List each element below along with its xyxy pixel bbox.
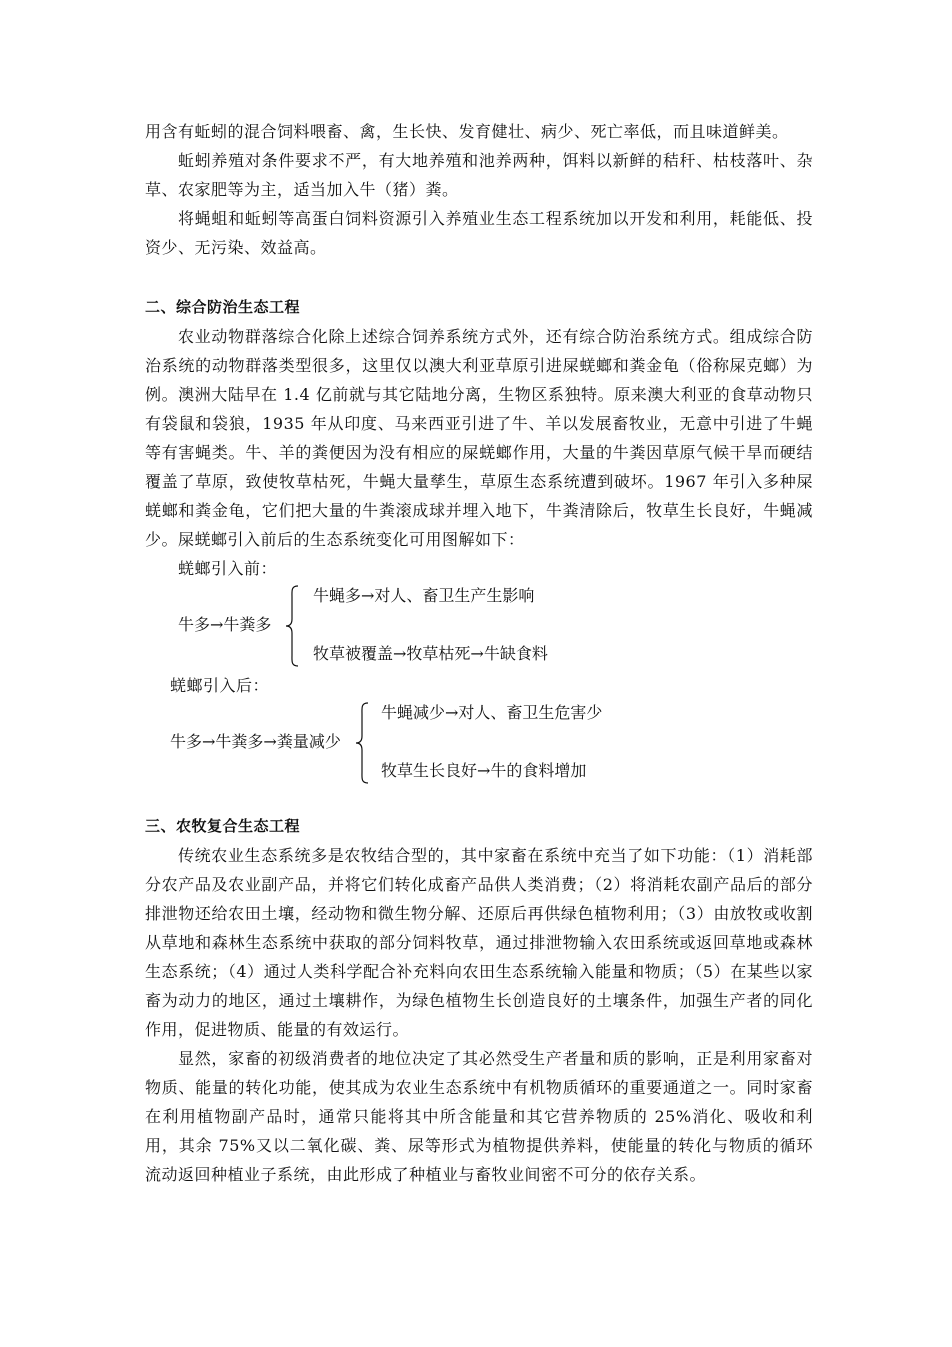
paragraph-earthworm-feed: 用含有蚯蚓的混合饲料喂畜、禽，生长快、发育健壮、病少、死亡率低，而且味道鲜美。 — [145, 122, 789, 141]
diagram-after-label: 蜣螂引入后： — [170, 676, 270, 695]
paragraph-integrated-control: 农业动物群落综合化除上述综合饲养系统方式外，还有综合防治系统方式。组成综合防治系统的动物群落类型很多，这里仅以澳大利亚草原引进屎蜣螂和粪金龟（俗称屎克螂）为例。澳洲大陆早在 1.4 亿前就与其它陆地分离，生物区系独特。原来澳大利亚的食草动物只有袋鼠和袋狼，1935 年从印度、马来西亚引进了牛、羊以发展畜牧业，无意中引进了牛蝇等有害蝇类。牛、羊的粪便因为没有相应的屎蜣螂作用，大量的牛粪因草原气候干旱而硬结覆盖了草原，致使牧草枯死，牛蝇大量孳生，草原生态系统遭到破坏。1967 年引入多种屎蜣螂和粪金龟，它们把大量的牛粪滚成球并埋入地下，牛粪清除后，牧草生长良好，牛蝇减少。屎蜣螂引入前后的生态系统变化可用图解如下： — [145, 327, 813, 549]
diagram-after — [145, 700, 813, 788]
section-heading-integrated-control: 二、综合防治生态工程 — [145, 298, 301, 316]
section-heading-agro-pastoral: 三、农牧复合生态工程 — [145, 817, 301, 835]
paragraph-earthworm-breeding: 蚯蚓养殖对条件要求不严，有大地养殖和池养两种，饵料以新鲜的秸秆、枯枝落叶、杂草、农家肥等为主，适当加入牛（猪）粪。 — [145, 151, 813, 199]
diagram-after-root: 牛多→牛粪多→粪量减少 — [170, 732, 341, 751]
diagram-after-top-branch: 牛蝇减少→对人、畜卫生危害少 — [381, 703, 603, 722]
paragraph-livestock-functions: 传统农业生态系统多是农牧结合型的，其中家畜在系统中充当了如下功能：（1）消耗部分农产品及农业副产品，并将它们转化成畜产品供人类消费；（2）将消耗农副产品后的部分排泄物还给农田土壤，经动物和微生物分解、还原后再供绿色植物利用；（3）由放牧或收割从草地和森林生态系统中获取的部分饲料牧草，通过排泄物输入农田系统或返回草地或森林生态系统；（4）通过人类科学配合补充料向农田生态系统输入能量和物质；（5）在某些以家畜为动力的地区，通过土壤耕作，为绿色植物生长创造良好的土壤条件，加强生产者的同化作用，促进物质、能量的有效运行。 — [145, 846, 813, 1039]
diagram-before — [145, 583, 813, 671]
paragraph-feed-resources: 将蝇蛆和蚯蚓等高蛋白饲料资源引入养殖业生态工程系统加以开发和利用，耗能低、投资少、无污染、效益高。 — [145, 209, 813, 257]
brace-icon — [355, 702, 369, 784]
diagram-before-bottom-branch: 牧草被覆盖→牧草枯死→牛缺食料 — [313, 644, 548, 663]
diagram-after-bottom-branch: 牧草生长良好→牛的食料增加 — [381, 761, 587, 780]
document-page — [145, 117, 813, 1189]
paragraph-livestock-role: 显然，家畜的初级消费者的地位决定了其必然受生产者量和质的影响，正是利用家畜对物质、能量的转化功能，使其成为农业生态系统中有机物质循环的重要通道之一。同时家畜在利用植物副产品时，通常只能将其中所含能量和其它营养物质的 25%消化、吸收和利用，其余 75%又以二氧化碳、粪、尿等形式为植物提供养料，使能量的转化与物质的循环流动返回种植业子系统，由此形成了种植业与畜牧业间密不可分的依存关系。 — [145, 1049, 813, 1184]
diagram-before-root: 牛多→牛粪多 — [178, 615, 272, 634]
diagram-before-label: 蜣螂引入前： — [178, 559, 278, 578]
brace-icon — [285, 585, 299, 667]
diagram-before-top-branch: 牛蝇多→对人、畜卫生产生影响 — [313, 586, 535, 605]
